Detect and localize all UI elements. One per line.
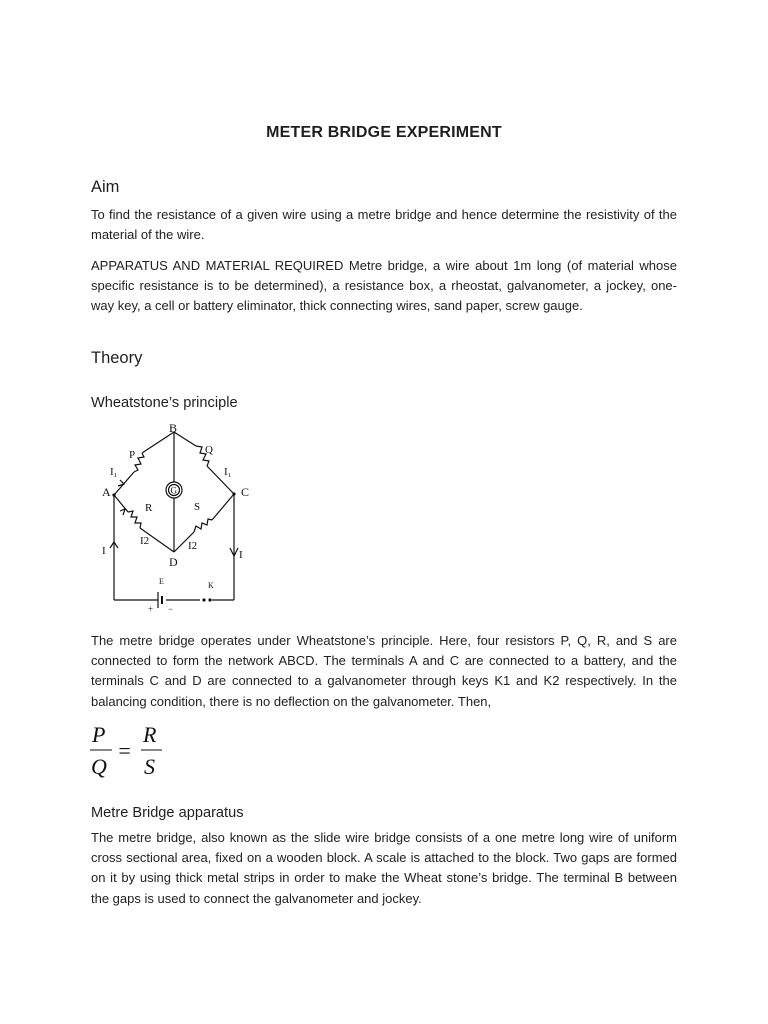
apparatus-text: APPARATUS AND MATERIAL REQUIRED Metre bridge, a wire about 1m long (of material whose specific resistance is to be determined), a resistance box, a rheostat, galvanometer, a jockey, one-way key, a cell or battery eliminator, thick connecting wires, sand paper, screw gauge. [91,258,677,314]
current-i-right-label: I [239,549,243,561]
formula-equals: = [117,738,132,763]
wheatstone-heading: Wheatstone’s principle [91,395,238,411]
metre-bridge-heading: Metre Bridge apparatus [91,805,244,821]
cell-e-label: E [159,577,164,586]
resistor-q-label: Q [205,444,213,456]
node-b-label: B [169,421,178,435]
key-k-label: K [208,581,214,590]
aim-heading: Aim [91,178,120,196]
aim-text: To find the resistance of a given wire using a metre bridge and hence determine the resistivity of the material of the wire. [91,207,677,243]
formula-q: Q [91,754,107,779]
balance-equation [86,720,176,782]
cell-plus-label: + [148,604,154,614]
node-d-label: D [169,555,178,569]
resistor-r-label: R [145,502,153,514]
current-i2-right-label: I2 [188,540,198,552]
current-i1-right-label: I₁ [224,466,232,478]
resistor-s-label: S [194,501,201,513]
document-title: METER BRIDGE EXPERIMENT [266,124,502,141]
node-c-label: C [241,485,250,499]
theory-heading: Theory [91,349,143,367]
wheatstone-circuit-diagram [96,420,266,615]
theory-paragraph: The metre bridge operates under Wheatstone’s principle. Here, four resistors P, Q, R, and S are connected to form the network ABCD. The terminals A and C are connected to a battery, and the terminals C and D are connected to a galvanometer through keys K1 and K2 respectively. In the balancing condition, there is no deflection on the galvanometer. Then, [91,633,677,709]
formula-r: R [143,722,157,747]
metre-bridge-text: The metre bridge, also known as the slide wire bridge consists of a one metre long wire of uniform cross sectional area, fixed on a wooden block. A scale is attached to the block. Two gaps are formed on it by using thick metal strips in order to make the Wheat stone’s bridge. The terminal B between the gaps is used to connect the galvanometer and jockey. [91,830,677,906]
current-i-left-label: I [102,545,106,557]
resistor-p-label: P [129,449,136,461]
formula-p: P [92,722,106,747]
current-i1-left-label: I₁ [110,466,118,478]
node-a-label: A [102,485,111,499]
formula-s: S [144,754,155,779]
cell-minus-label: − [168,604,174,614]
galvanometer-label: G [170,485,177,496]
current-i2-left-label: I2 [140,535,150,547]
